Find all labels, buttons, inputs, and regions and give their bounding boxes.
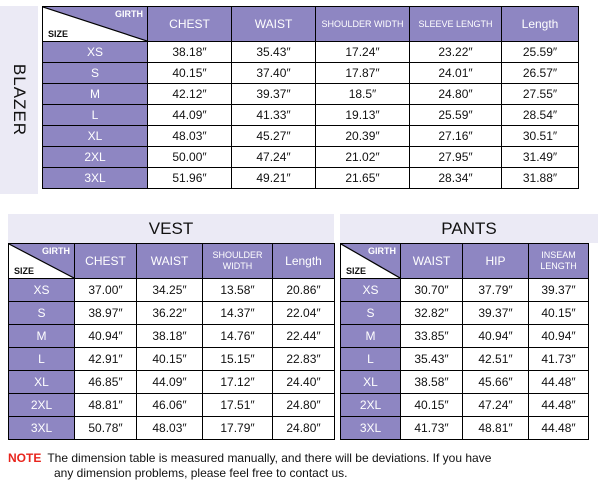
size-cell: 2XL [43,147,148,168]
waist-cell: 39.37″ [232,84,316,105]
shoulder-cell: 17.79″ [203,417,273,440]
size-cell: XS [43,42,148,63]
vest-corner-cell [9,244,75,279]
shoulder-cell: 21.02″ [316,147,410,168]
sleeve-cell: 24.01″ [410,63,502,84]
inseam-cell: 40.94″ [529,325,589,348]
waist-cell: 47.24″ [232,147,316,168]
pants-title: PANTS [340,214,598,243]
length-cell: 24.80″ [273,394,335,417]
waist-cell: 46.06″ [137,394,203,417]
shoulder-cell: 13.58″ [203,279,273,302]
pants-header-waist: WAIST [401,244,463,279]
vest-size-table [8,243,335,440]
inseam-cell: 44.48″ [529,394,589,417]
blazer-header-chest: CHEST [148,7,232,42]
sleeve-cell: 25.59″ [410,105,502,126]
blazer-title-band [0,6,38,194]
note-line-2: any dimension problems, please feel free to contact us. [54,466,348,480]
length-cell: 28.54″ [502,105,579,126]
hip-cell: 37.79″ [463,279,529,302]
vest-title: VEST [8,214,334,243]
blazer-title: BLAZER [10,63,29,137]
table-row [9,302,335,325]
size-cell: L [341,348,401,371]
size-cell: 2XL [341,394,401,417]
blazer-header-sleeve: SLEEVE LENGTH [410,7,502,42]
length-cell: 22.83″ [273,348,335,371]
hip-cell: 45.66″ [463,371,529,394]
size-label: SIZE [14,266,35,276]
sleeve-cell: 28.34″ [410,168,502,189]
waist-cell: 30.70″ [401,279,463,302]
note-line-1: The dimension table is measured manually, and there will be deviations. If you have [47,451,492,465]
table-row [341,279,589,302]
shoulder-cell: 15.15″ [203,348,273,371]
table-row [43,63,579,84]
inseam-cell: 41.73″ [529,348,589,371]
shoulder-cell: 17.12″ [203,371,273,394]
pants-corner-cell [341,244,401,279]
size-cell: XL [43,126,148,147]
length-cell: 22.44″ [273,325,335,348]
length-cell: 31.88″ [502,168,579,189]
sleeve-cell: 27.95″ [410,147,502,168]
shoulder-cell: 17.24″ [316,42,410,63]
hip-cell: 42.51″ [463,348,529,371]
chest-cell: 50.00″ [148,147,232,168]
vest-header-length: Length [273,244,335,279]
chest-cell: 48.03″ [148,126,232,147]
girth-label: GIRTH [115,9,143,19]
chest-cell: 42.91″ [75,348,137,371]
hip-cell: 40.94″ [463,325,529,348]
table-row [341,394,589,417]
waist-cell: 40.15″ [401,394,463,417]
waist-cell: 44.09″ [137,371,203,394]
table-row [43,147,579,168]
size-cell: 2XL [9,394,75,417]
blazer-corner-cell [43,7,148,42]
length-cell: 30.51″ [502,126,579,147]
waist-cell: 34.25″ [137,279,203,302]
size-cell: XS [341,279,401,302]
length-cell: 27.55″ [502,84,579,105]
waist-cell: 35.43″ [401,348,463,371]
size-cell: S [341,302,401,325]
hip-cell: 39.37″ [463,302,529,325]
size-cell: M [43,84,148,105]
shoulder-cell: 19.13″ [316,105,410,126]
table-row [9,417,335,440]
chest-cell: 38.18″ [148,42,232,63]
size-cell: 3XL [9,417,75,440]
waist-cell: 32.82″ [401,302,463,325]
waist-cell: 36.22″ [137,302,203,325]
table-row [9,394,335,417]
table-row [341,325,589,348]
chest-cell: 50.78″ [75,417,137,440]
inseam-cell: 44.48″ [529,417,589,440]
waist-cell: 35.43″ [232,42,316,63]
table-row [9,371,335,394]
waist-cell: 48.03″ [137,417,203,440]
waist-cell: 41.73″ [401,417,463,440]
vest-header-shoulder: SHOULDER WIDTH [203,244,273,279]
size-label: SIZE [346,266,367,276]
chest-cell: 38.97″ [75,302,137,325]
size-label: SIZE [48,29,69,39]
chest-cell: 51.96″ [148,168,232,189]
length-cell: 24.40″ [273,371,335,394]
waist-cell: 45.27″ [232,126,316,147]
table-row [341,348,589,371]
chest-cell: 44.09″ [148,105,232,126]
pants-size-table [340,243,589,440]
table-row [341,371,589,394]
length-cell: 24.80″ [273,417,335,440]
chest-cell: 42.12″ [148,84,232,105]
waist-cell: 49.21″ [232,168,316,189]
size-cell: XL [341,371,401,394]
pants-header-inseam: INSEAM LENGTH [529,244,589,279]
length-cell: 20.86″ [273,279,335,302]
girth-label: GIRTH [368,246,396,256]
size-cell: M [9,325,75,348]
hip-cell: 47.24″ [463,394,529,417]
table-row [9,325,335,348]
inseam-cell: 39.37″ [529,279,589,302]
sleeve-cell: 27.16″ [410,126,502,147]
shoulder-cell: 14.76″ [203,325,273,348]
chest-cell: 37.00″ [75,279,137,302]
size-cell: M [341,325,401,348]
size-cell: S [43,63,148,84]
blazer-header-shoulder: SHOULDER WIDTH [316,7,410,42]
size-cell: 3XL [43,168,148,189]
sleeve-cell: 24.80″ [410,84,502,105]
chest-cell: 48.81″ [75,394,137,417]
sleeve-cell: 23.22″ [410,42,502,63]
waist-cell: 38.18″ [137,325,203,348]
blazer-header-length: Length [502,7,579,42]
size-cell: L [43,105,148,126]
waist-cell: 37.40″ [232,63,316,84]
table-row [341,417,589,440]
shoulder-cell: 14.37″ [203,302,273,325]
shoulder-cell: 21.65″ [316,168,410,189]
blazer-size-table [42,6,579,189]
table-row [341,302,589,325]
waist-cell: 40.15″ [137,348,203,371]
size-cell: XS [9,279,75,302]
table-row [9,279,335,302]
girth-label: GIRTH [42,246,70,256]
table-row [43,126,579,147]
table-row [9,348,335,371]
dimension-note [8,451,598,481]
size-cell: 3XL [341,417,401,440]
table-row [43,42,579,63]
blazer-header-waist: WAIST [232,7,316,42]
length-cell: 25.59″ [502,42,579,63]
size-cell: XL [9,371,75,394]
hip-cell: 48.81″ [463,417,529,440]
shoulder-cell: 17.51″ [203,394,273,417]
waist-cell: 41.33″ [232,105,316,126]
inseam-cell: 44.48″ [529,371,589,394]
note-label: NOTE [8,451,42,465]
size-cell: S [9,302,75,325]
shoulder-cell: 17.87″ [316,63,410,84]
chest-cell: 40.15″ [148,63,232,84]
table-row [43,168,579,189]
table-row [43,84,579,105]
chest-cell: 46.85″ [75,371,137,394]
inseam-cell: 40.15″ [529,302,589,325]
waist-cell: 33.85″ [401,325,463,348]
pants-header-hip: HIP [463,244,529,279]
vest-header-chest: CHEST [75,244,137,279]
waist-cell: 38.58″ [401,371,463,394]
vest-header-waist: WAIST [137,244,203,279]
chest-cell: 40.94″ [75,325,137,348]
table-row [43,105,579,126]
shoulder-cell: 20.39″ [316,126,410,147]
length-cell: 26.57″ [502,63,579,84]
length-cell: 22.04″ [273,302,335,325]
shoulder-cell: 18.5″ [316,84,410,105]
length-cell: 31.49″ [502,147,579,168]
size-cell: L [9,348,75,371]
